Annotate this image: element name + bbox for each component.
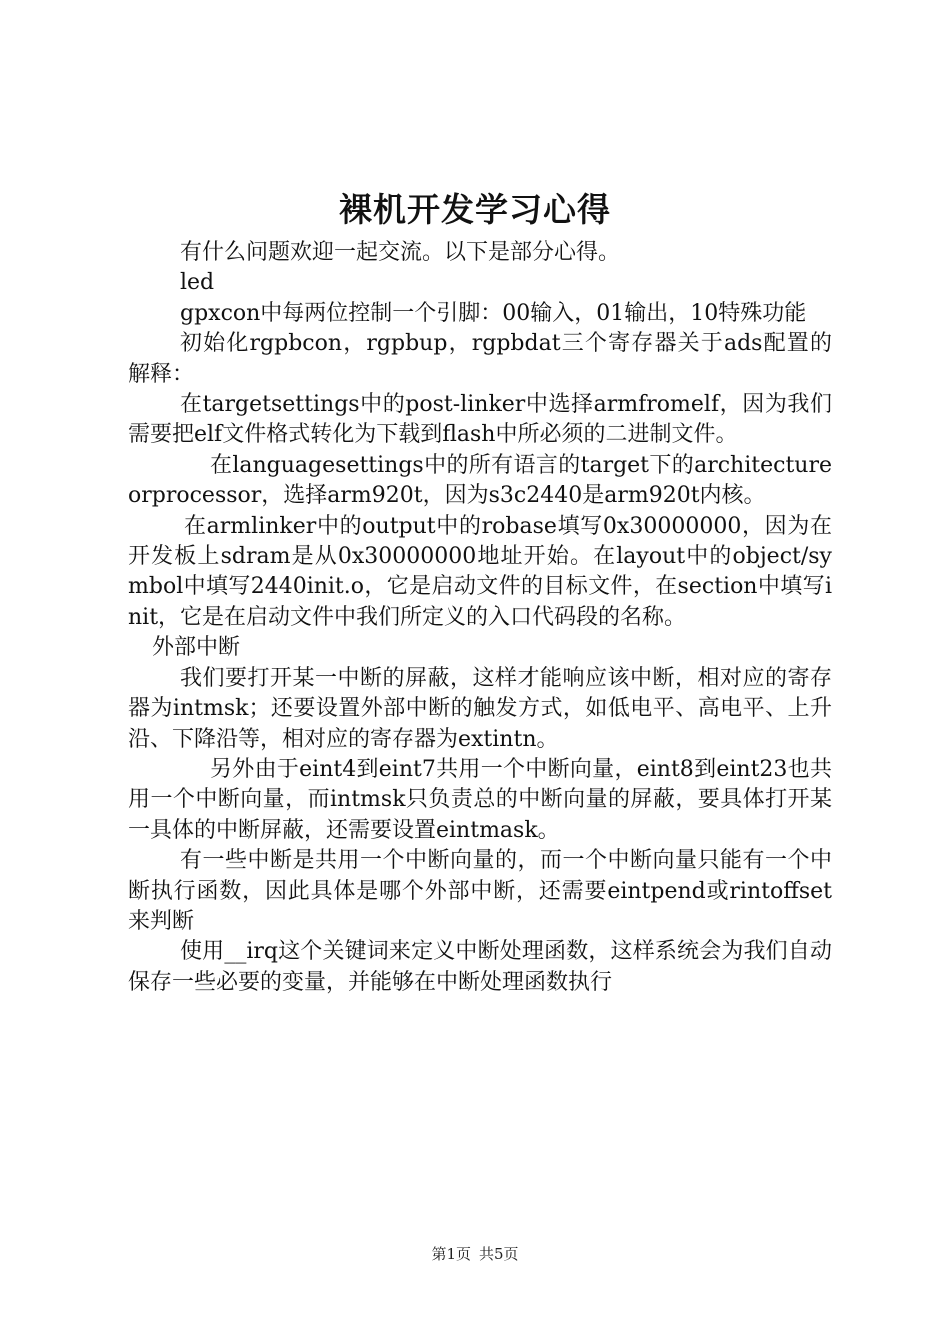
paragraph: led [180,270,215,296]
paragraph: 使用__irq这个关键词来定义中断处理函数，这样系统会为我们自动保存一些必要的变量，并能够在中断处理函数执行 [128,939,832,995]
page-total: 共5页 [479,1245,519,1263]
paragraph: 在armlinker中的output中的robase填写0x30000000，因为在开发板上sdram是从0x30000000地址开始。在layout中的object/symbol中填写2440init.o，它是启动文件的目标文件，在section中填写init，它是在启动文件中我们所定义的入口代码段的名称。 [128,513,832,630]
section-heading: 外部中断 [152,635,241,661]
document-title: 裸机开发学习心得 [339,190,611,229]
paragraph: 另外由于eint4到eint7共用一个中断向量，eint8到eint23也共用一个中断向量，而intmsk只负责总的中断向量的屏蔽，要具体打开某一具体的中断屏蔽，还需要设置eintmask。 [128,756,832,843]
document-body [128,238,832,998]
page-footer [0,1243,950,1264]
paragraph: 在targetsettings中的post-linker中选择armfromelf，因为我们需要把elf文件格式转化为下载到flash中所必须的二进制文件。 [128,392,832,448]
paragraph: gpxcon中每两位控制一个引脚：00输入，01输出，10特殊功能 [180,300,807,326]
paragraph: 初始化rgpbcon，rgpbup，rgpbdat三个寄存器关于ads配置的解释： [128,331,832,387]
paragraph: 有什么问题欢迎一起交流。以下是部分心得。 [180,240,621,265]
paragraph: 在languagesettings中的所有语言的target下的architectureorprocessor，选择arm920t，因为s3c2440是arm920t内核。 [128,452,832,509]
paragraph: 我们要打开某一中断的屏蔽，这样才能响应该中断，相对应的寄存器为intmsk；还要设置外部中断的触发方式，如低电平、高电平、上升沿、下降沿等，相对应的寄存器为extintn。 [128,665,832,752]
page-number: 第1页 [431,1245,471,1263]
paragraph: 有一些中断是共用一个中断向量的，而一个中断向量只能有一个中断执行函数，因此具体是哪个外部中断，还需要eintpend或rintoffset来判断 [128,848,832,934]
